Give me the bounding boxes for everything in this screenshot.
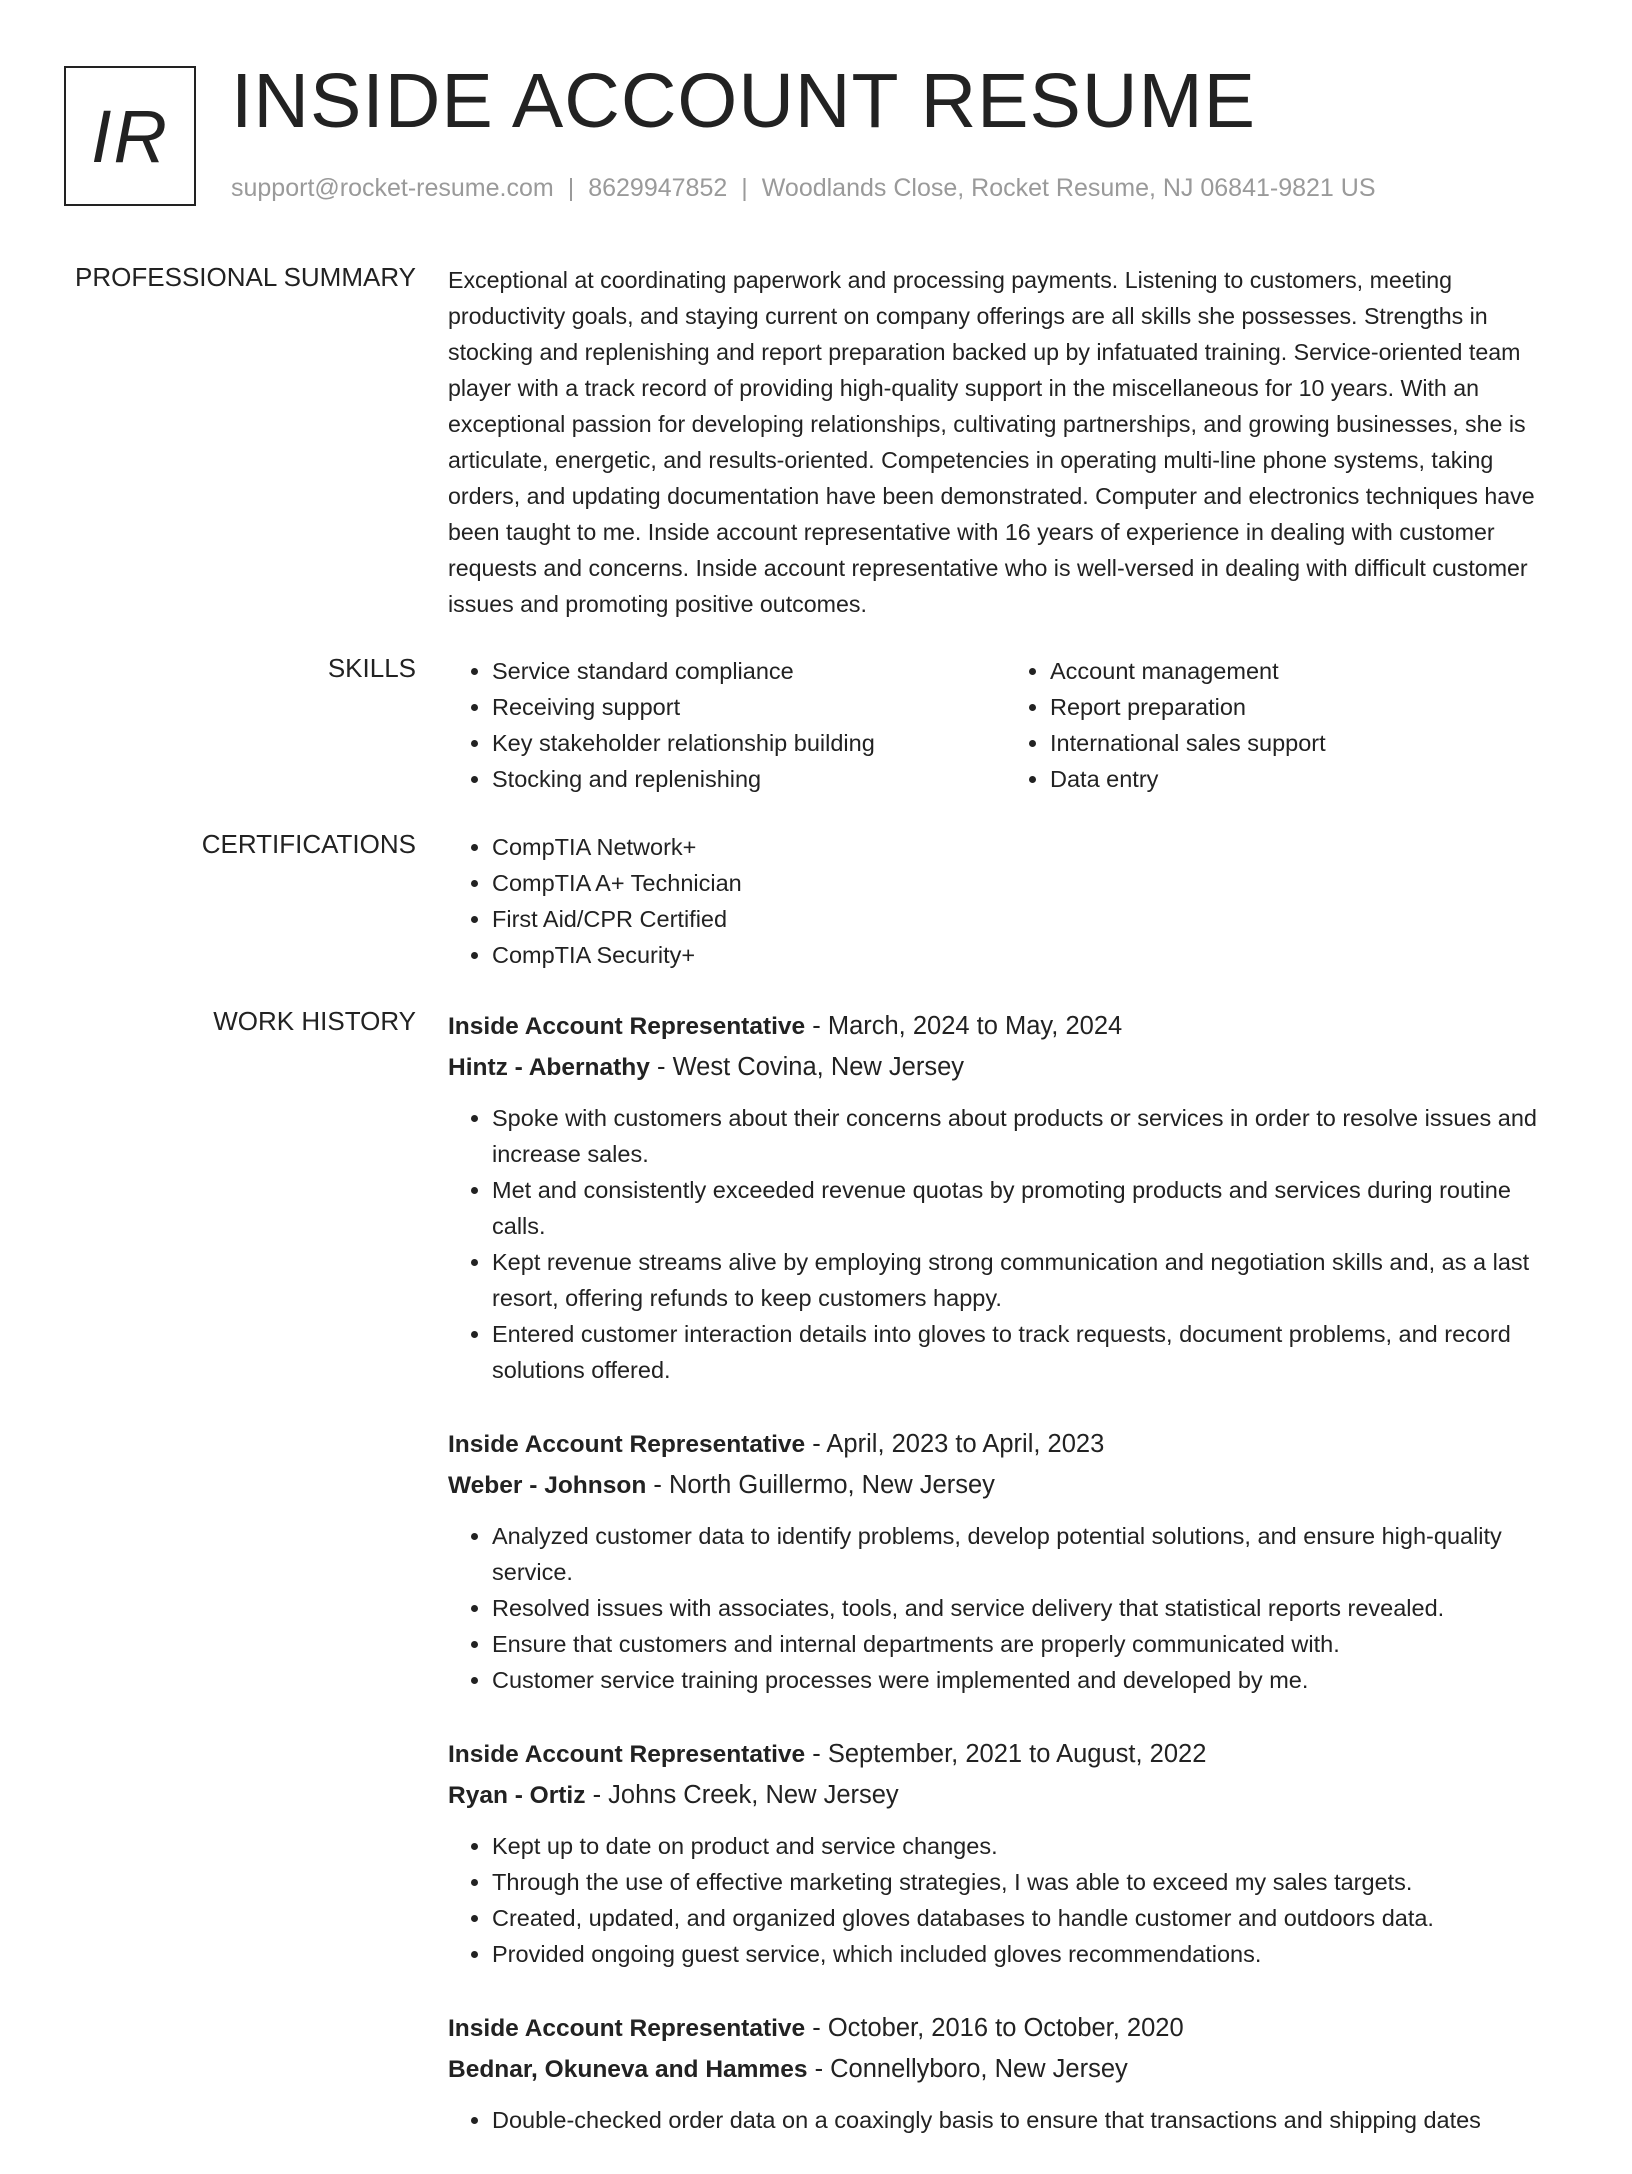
skills-heading: SKILLS (327, 653, 416, 683)
job-bullet: • Resolved issues with associates, tools, and service delivery that statistical reports revealed. (492, 1590, 1564, 1626)
job-title: Inside Account Representative (448, 1741, 806, 1768)
contact-email[interactable]: support@rocket-resume.com (231, 174, 554, 202)
job-company: Hintz - Abernathy (448, 1054, 650, 1081)
certification-item: • CompTIA A+ Technician (492, 865, 1564, 901)
skill-item: • Stocking and replenishing (492, 761, 1006, 797)
job-company-line (448, 1465, 1564, 1506)
summary-text: Exceptional at coordinating paperwork and processing payments. Listening to customers, meeting productivity goals, and staying current on company offerings are all skills she possesses. Strengths in stocking and replenishing and report preparation backed up by infatuated training. Service-oriented team player with a track record of providing high-quality support in the miscellaneous for 10 years. With an exceptional passion for developing relationships, cultivating partnerships, and growing businesses, she is articulate, energetic, and results-oriented. Competencies in operating multi-line phone systems, taking orders, and updating documentation have been demonstrated. Computer and electronics techniques have been taught to me. Inside account representative with 16 years of experience in dealing with customer requests and concerns. Inside account representative who is well-versed in dealing with difficult customer issues and promoting positive outcomes. (448, 267, 1535, 617)
skill-item: • Data entry (1050, 761, 1564, 797)
job-title: Inside Account Representative (448, 1431, 806, 1458)
job-title-line (448, 1734, 1564, 1775)
job-bullets (448, 2102, 1564, 2138)
job-bullet: • Kept up to date on product and service changes. (492, 1828, 1564, 1864)
job-bullet: • Through the use of effective marketing strategies, I was able to exceed my sales targets. (492, 1864, 1564, 1900)
contact-address: Woodlands Close, Rocket Resume, NJ 06841-9821 US (761, 174, 1376, 202)
resume-title: INSIDE ACCOUNT RESUME (231, 58, 1257, 144)
job-entry (448, 1424, 1564, 1698)
monogram-logo (64, 66, 196, 206)
job-dates: - April, 2023 to April, 2023 (805, 1430, 1105, 1458)
skill-item: • Report preparation (1050, 689, 1564, 725)
certifications-body (448, 829, 1564, 973)
certifications-list (448, 829, 1564, 973)
job-company-line (448, 1775, 1564, 1816)
job-location: - Connellyboro, New Jersey (807, 2055, 1128, 2083)
job-title-line (448, 2008, 1564, 2049)
contact-separator: | (741, 174, 748, 202)
job-entry (448, 2008, 1564, 2138)
job-title: Inside Account Representative (448, 2015, 806, 2042)
job-bullet: • Kept revenue streams alive by employing strong communication and negotiation skills and, as a last resort, offering refunds to keep customers happy. (492, 1244, 1564, 1316)
job-bullet: • Analyzed customer data to identify problems, develop potential solutions, and ensure high-quality service. (492, 1518, 1564, 1590)
work-history-body (448, 1006, 1564, 2174)
job-bullet: • Ensure that customers and internal departments are properly communicated with. (492, 1626, 1564, 1662)
certification-item: • CompTIA Network+ (492, 829, 1564, 865)
job-bullet: • Customer service training processes were implemented and developed by me. (492, 1662, 1564, 1698)
job-bullets (448, 1100, 1564, 1388)
job-bullets (448, 1518, 1564, 1698)
job-entry (448, 1734, 1564, 1972)
skills-list-left (448, 653, 1006, 797)
contact-phone[interactable]: 8629947852 (588, 174, 728, 202)
job-location: - Johns Creek, New Jersey (585, 1781, 899, 1809)
job-dates: - September, 2021 to August, 2022 (805, 1740, 1207, 1768)
work-history-heading: WORK HISTORY (213, 1006, 416, 1036)
job-location: - North Guillermo, New Jersey (646, 1471, 995, 1499)
job-dates: - October, 2016 to October, 2020 (805, 2014, 1184, 2042)
monogram-text: IR (91, 94, 169, 178)
skill-item: • International sales support (1050, 725, 1564, 761)
job-bullet: • Spoke with customers about their concerns about products or services in order to resolve issues and increase sales. (492, 1100, 1564, 1172)
job-title-line (448, 1424, 1564, 1465)
job-title-line (448, 1006, 1564, 1047)
skills-list-right (1006, 653, 1564, 797)
skill-item: • Key stakeholder relationship building (492, 725, 1006, 761)
certifications-heading: CERTIFICATIONS (201, 829, 416, 859)
contact-line (231, 174, 1376, 203)
job-company: Ryan - Ortiz (448, 1782, 586, 1809)
skills-body (448, 653, 1564, 797)
skill-item: • Account management (1050, 653, 1564, 689)
skill-item: • Service standard compliance (492, 653, 1006, 689)
job-bullet: • Created, updated, and organized gloves databases to handle customer and outdoors data. (492, 1900, 1564, 1936)
job-bullets (448, 1828, 1564, 1972)
job-company: Weber - Johnson (448, 1472, 647, 1499)
job-company-line (448, 2049, 1564, 2090)
job-bullet: • Double-checked order data on a coaxingly basis to ensure that transactions and shipping dates (492, 2102, 1564, 2138)
contact-separator: | (567, 174, 575, 202)
job-location: - West Covina, New Jersey (649, 1053, 965, 1081)
job-company: Bednar, Okuneva and Hammes (448, 2056, 808, 2083)
job-bullet: • Entered customer interaction details into gloves to track requests, document problems, and record solutions offered. (492, 1316, 1564, 1388)
job-bullet: • Provided ongoing guest service, which included gloves recommendations. (492, 1936, 1564, 1972)
skill-item: • Receiving support (492, 689, 1006, 725)
summary-body (448, 262, 1564, 622)
certification-item: • CompTIA Security+ (492, 937, 1564, 973)
job-bullet: • Met and consistently exceeded revenue quotas by promoting products and services during routine calls. (492, 1172, 1564, 1244)
job-dates: - March, 2024 to May, 2024 (805, 1012, 1123, 1040)
summary-heading: PROFESSIONAL SUMMARY (75, 262, 416, 292)
job-company-line (448, 1047, 1564, 1088)
job-entry (448, 1006, 1564, 1388)
job-title: Inside Account Representative (448, 1013, 806, 1040)
certification-item: • First Aid/CPR Certified (492, 901, 1564, 937)
